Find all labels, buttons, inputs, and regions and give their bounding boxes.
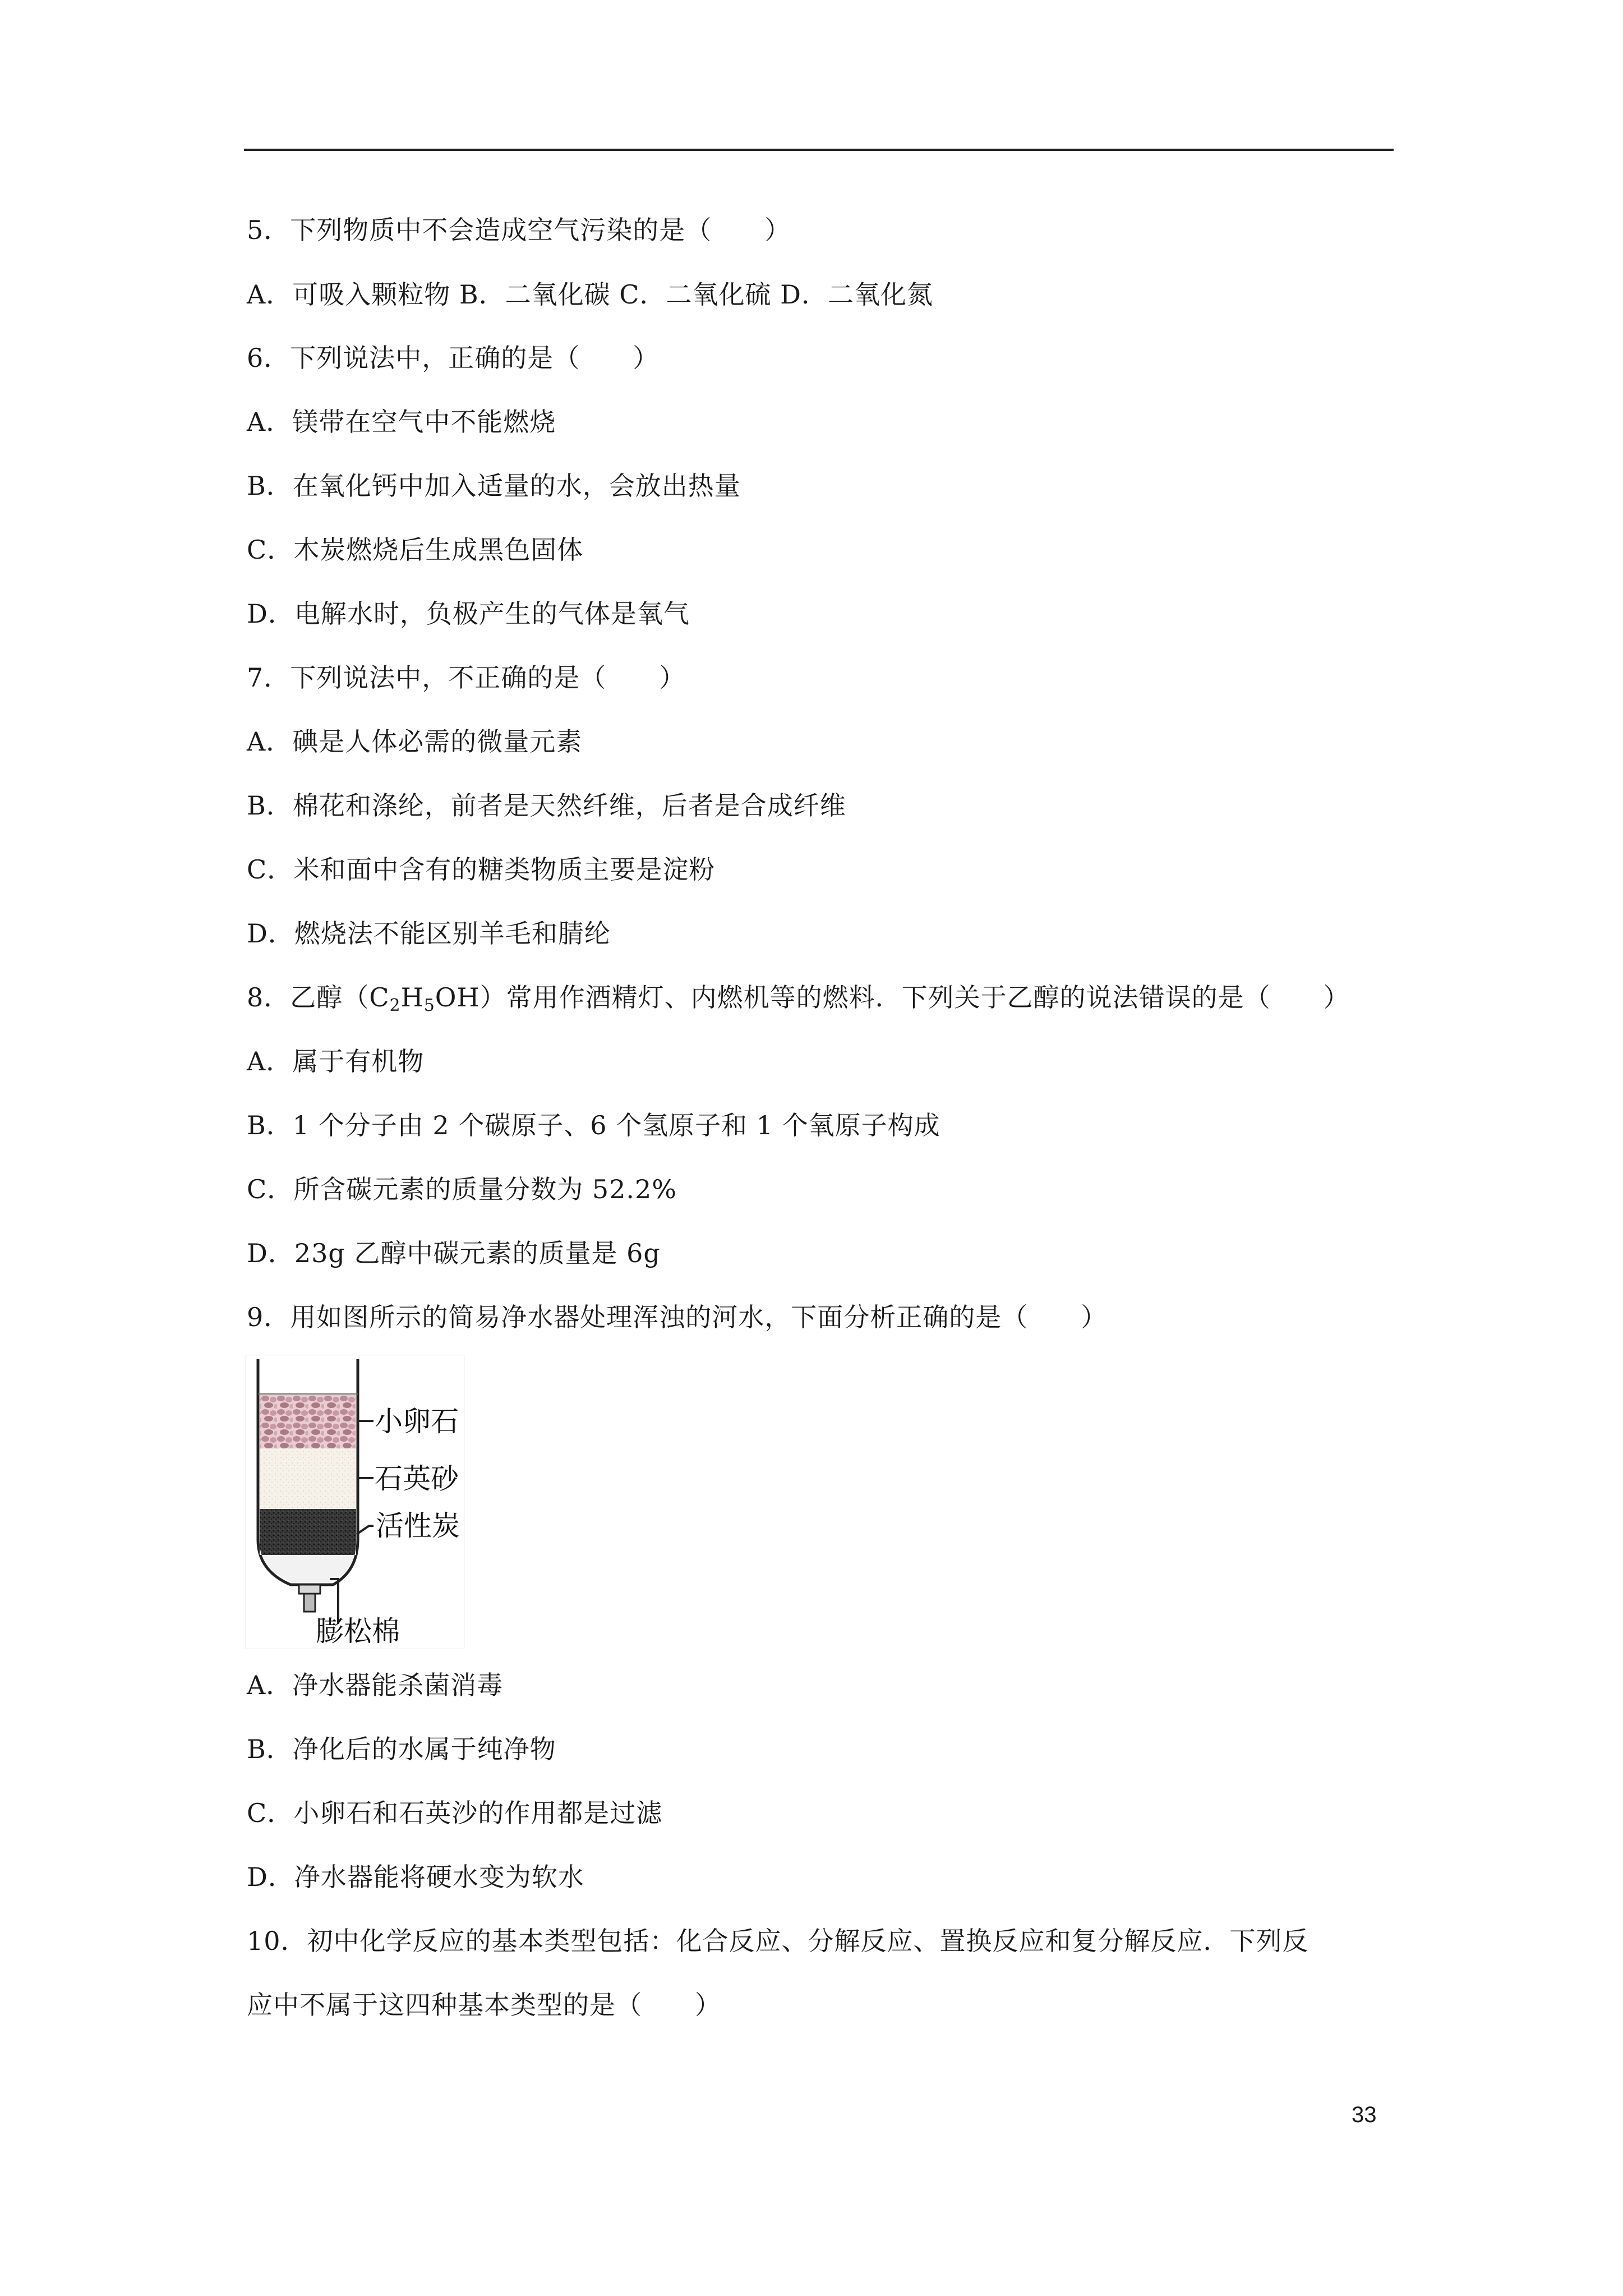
q8-option-c: C．所含碳元素的质量分数为 52.2% (247, 1174, 677, 1204)
q6-option-b: B．在氧化钙中加入适量的水，会放出热量 (247, 471, 741, 501)
q9-option-b: B．净化后的水属于纯净物 (247, 1734, 556, 1764)
label-pebbles: 小卵石 (375, 1405, 459, 1438)
q7-option-c: C．米和面中含有的糖类物质主要是淀粉 (247, 854, 716, 885)
carbon-layer (260, 1509, 356, 1555)
q6-option-c: C．木炭燃烧后生成黑色固体 (247, 535, 584, 565)
q8-subscript-5: 5 (423, 996, 435, 1015)
label-quartz-sand: 石英砂 (375, 1462, 459, 1495)
q6-stem: 6．下列说法中，正确的是（ ） (247, 343, 660, 373)
q9-option-d: D．净水器能将硬水变为软水 (247, 1862, 584, 1892)
water-purifier-figure (246, 1355, 464, 1649)
q7-stem: 7．下列说法中，不正确的是（ ） (247, 662, 686, 693)
q8-option-b: B．1 个分子由 2 个碳原子、6 个氢原子和 1 个氧原子构成 (247, 1110, 940, 1140)
q7-option-d: D．燃烧法不能区别羊毛和腈纶 (247, 918, 611, 949)
water-purifier-diagram (246, 1355, 464, 1649)
q6-option-d: D．电解水时，负极产生的气体是氧气 (247, 599, 690, 629)
page-number: 33 (1352, 2102, 1377, 2127)
outlet-cap (299, 1585, 320, 1594)
header-rule (244, 149, 1394, 151)
outlet-tube (304, 1594, 315, 1612)
q8-subscript-2: 2 (389, 996, 401, 1015)
q8-option-a: A．属于有机物 (247, 1046, 425, 1076)
pebble-layer (260, 1395, 356, 1448)
label-cotton: 膨松棉 (316, 1615, 400, 1648)
q8-option-d: D．23g 乙醇中碳元素的质量是 6g (247, 1238, 661, 1268)
q9-option-c: C．小卵石和石英沙的作用都是过滤 (247, 1798, 663, 1828)
q5-options: A．可吸入颗粒物 B．二氧化碳 C．二氧化硫 D．二氧化氮 (247, 279, 933, 310)
q8-stem-h: H (400, 982, 424, 1013)
sand-layer (260, 1448, 356, 1509)
q10-stem-line1: 10．初中化学反应的基本类型包括：化合反应、分解反应、置换反应和复分解反应．下列反 (247, 1926, 1309, 1956)
q7-option-a: A．碘是人体必需的微量元素 (247, 726, 583, 757)
label-activated-carbon: 活性炭 (376, 1510, 460, 1542)
q7-option-b: B．棉花和涤纶，前者是天然纤维，后者是合成纤维 (247, 790, 846, 821)
q9-stem: 9．用如图所示的简易净水器处理浑浊的河水，下面分析正确的是（ ） (247, 1302, 1108, 1332)
q10-stem-line2: 应中不属于这四种基本类型的是（ ） (247, 1990, 721, 2020)
q8-stem (247, 981, 1350, 1014)
q6-option-a: A．镁带在空气中不能燃烧 (247, 407, 556, 437)
q9-option-a: A．净水器能杀菌消毒 (247, 1670, 504, 1700)
q8-stem-suffix: OH）常用作酒精灯、内燃机等的燃料．下列关于乙醇的说法错误的是（ ） (435, 982, 1350, 1013)
q5-stem: 5．下列物质中不会造成空气污染的是（ ） (247, 215, 791, 245)
q8-stem-prefix: 8．乙醇（C (247, 982, 390, 1013)
